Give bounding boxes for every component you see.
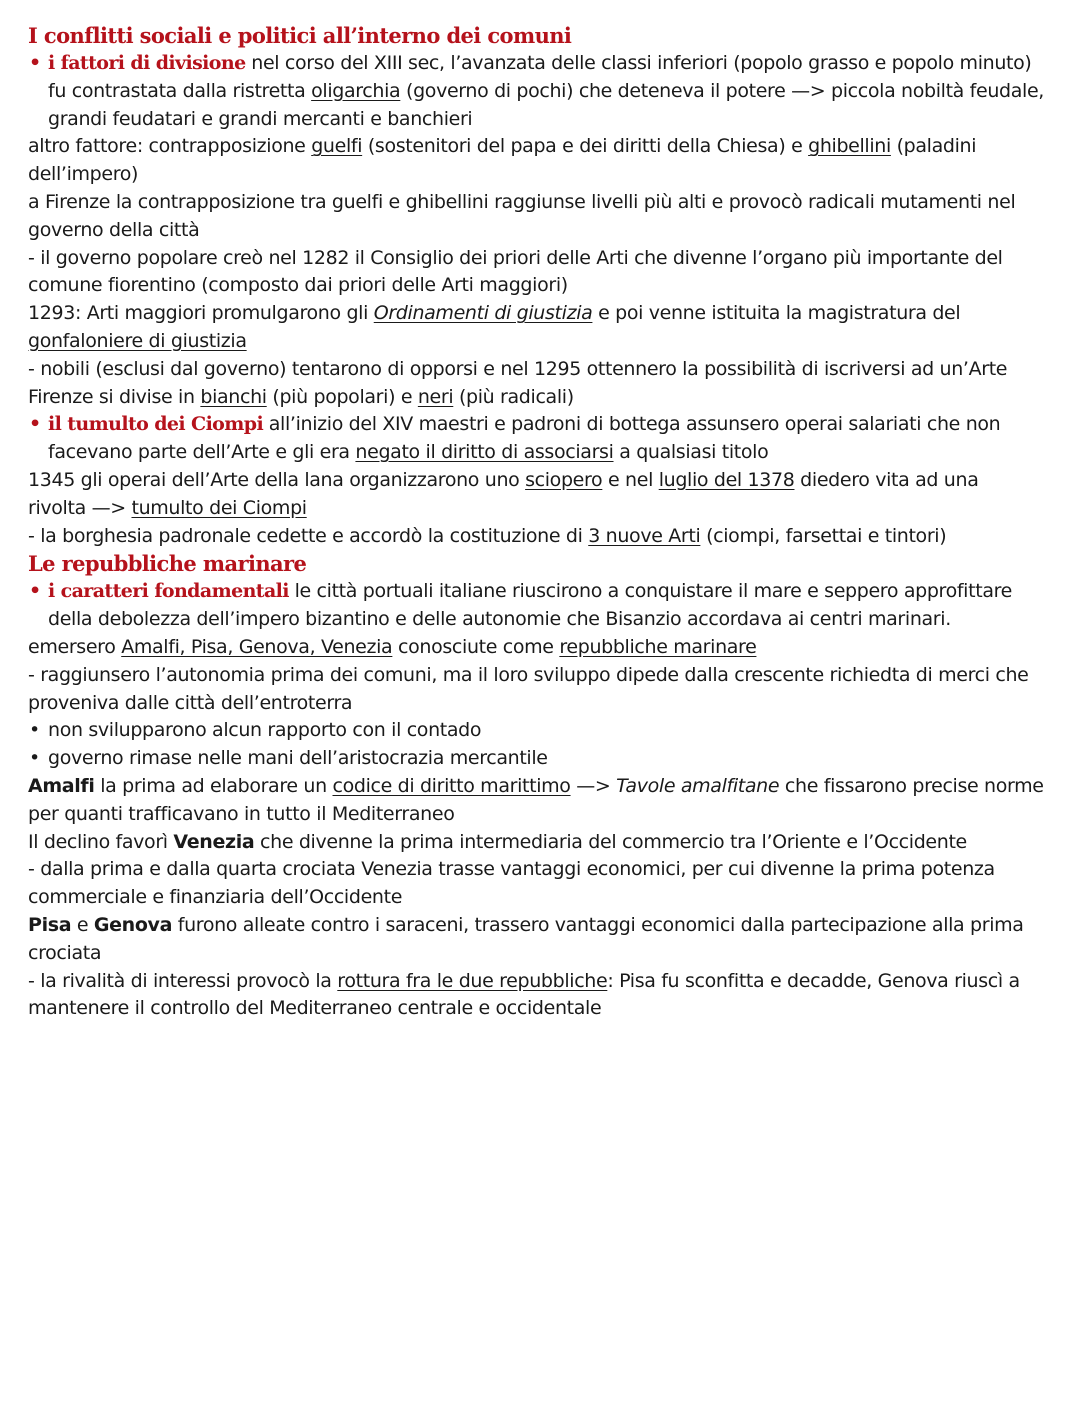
text: - la borghesia padronale cedette e accordò la costituzione di	[28, 524, 589, 547]
text: diedero vita ad una	[794, 468, 979, 491]
text: 1293: Arti maggiori promulgarono gli	[28, 302, 374, 325]
text: (più radicali)	[453, 385, 574, 408]
text-line	[28, 912, 1058, 940]
text-line	[28, 300, 1058, 328]
bullet-tumulto-dei-ciompi	[28, 411, 1058, 439]
text: la prima ad elaborare un	[94, 774, 333, 797]
underlined-term: Ordinamenti di giustizia	[373, 302, 593, 325]
bullet-dot: •	[29, 580, 41, 603]
underlined-term: Amalfi, Pisa, Genova, Venezia	[121, 635, 393, 658]
text-line	[28, 328, 1058, 356]
text: all’inizio del XIV maestri e padroni di bottega assunsero operai salariati che non	[263, 413, 1001, 436]
text: rivolta —>	[28, 496, 132, 519]
text-line	[28, 829, 1058, 857]
bullet-dot: •	[29, 719, 40, 742]
text-line: crociata	[28, 941, 102, 964]
text: 1345 gli operai dell’Arte della lana organizzarono uno	[28, 468, 526, 491]
text-line	[28, 78, 1058, 106]
bullet-caratteri-fondamentali	[28, 578, 1058, 606]
section-title-conflitti: I conflitti sociali e politici all’interno dei comuni	[28, 23, 572, 48]
underlined-term: 3 nuove Arti	[588, 524, 701, 547]
underlined-term: neri	[417, 385, 454, 408]
text-line	[28, 133, 1058, 161]
text-line: a Firenze la contrapposizione tra guelfi e ghibellini raggiunse livelli più alti e provocò radicali mutamenti nel	[28, 190, 1016, 213]
underlined-term: guelfi	[311, 135, 363, 158]
text: (governo di pochi) che deteneva il potere —> piccola nobiltà feudale,	[400, 79, 1045, 102]
text-line: - il governo popolare creò nel 1282 il Consiglio dei priori delle Arti che divenne l’organo più importante del	[28, 246, 1003, 269]
underlined-term: negato il diritto di associarsi	[355, 441, 614, 464]
underlined-term: gonfaloniere di giustizia	[28, 329, 247, 352]
text: non svilupparono alcun rapporto con il contado	[48, 719, 482, 742]
text-line: per quanti trafficavano in tutto il Mediterraneo	[28, 802, 455, 825]
text-line	[28, 634, 1058, 662]
text-line	[28, 467, 1058, 495]
text: altro fattore: contrapposizione	[28, 135, 312, 158]
underlined-term: luglio del 1378	[658, 468, 795, 491]
text-line: - raggiunsero l’autonomia prima dei comuni, ma il loro sviluppo dipede dalla crescente richiedta di merci che	[28, 663, 1029, 686]
notes-page	[28, 22, 1058, 1023]
bullet-dot: •	[29, 747, 40, 770]
list-item	[28, 745, 1058, 773]
bullet-label: il tumulto dei Ciompi	[48, 413, 264, 436]
text: che divenne la prima intermediaria del commercio tra l’Oriente e l’Occidente	[254, 830, 967, 853]
list-item	[28, 717, 1058, 745]
text: governo rimase nelle mani dell’aristocrazia mercantile	[48, 747, 548, 770]
text: facevano parte dell’Arte e gli era	[48, 441, 356, 464]
text-line: governo della città	[28, 218, 200, 241]
text: che fissarono precise norme	[779, 774, 1044, 797]
text: - la rivalità di interessi provocò la	[28, 969, 338, 992]
text-line	[28, 384, 1058, 412]
bullet-label: i caratteri fondamentali	[48, 580, 289, 603]
section-title-repubbliche-marinare: Le repubbliche marinare	[28, 551, 307, 577]
text: (sostenitori del papa e dei diritti della Chiesa) e	[362, 135, 809, 158]
text: (più popolari) e	[266, 385, 418, 408]
text: le città portuali italiane riuscirono a conquistare il mare e seppero approfittare	[288, 580, 1012, 603]
text: : Pisa fu sconfitta e decadde, Genova riuscì a	[607, 969, 1020, 992]
text: (paladini	[890, 135, 977, 158]
text-line: mantenere il controllo del Mediterraneo centrale e occidentale	[28, 997, 602, 1020]
underlined-term: tumulto dei Ciompi	[131, 496, 307, 519]
text: Il declino favorì	[28, 830, 174, 853]
text: —>	[570, 774, 617, 797]
text: a qualsiasi titolo	[613, 441, 769, 464]
text: conosciute come	[392, 635, 560, 658]
text-line	[28, 773, 1058, 801]
text: nel corso del XIII sec, l’avanzata delle classi inferiori (popolo grasso e popolo minuto)	[245, 52, 1032, 74]
bullet-label: i fattori di divisione	[48, 52, 246, 74]
text-line: della debolezza dell’impero bizantino e delle autonomie che Bisanzio accordava ai centri marinari.	[48, 608, 951, 631]
text-line: - nobili (esclusi dal governo) tentarono di opporsi e nel 1295 ottennero la possibilità di iscriversi ad un’Arte	[28, 357, 1008, 380]
text-line: proveniva dalle città dell’entroterra	[28, 691, 353, 714]
bold-term: Venezia	[173, 830, 255, 853]
bold-term: Amalfi	[28, 774, 95, 797]
underlined-term: rottura fra le due repubbliche	[337, 969, 608, 992]
text: (ciompi, farsettai e tintori)	[700, 524, 947, 547]
text-line	[28, 523, 1058, 551]
underlined-term: codice di diritto marittimo	[332, 774, 571, 797]
underlined-term: ghibellini	[808, 135, 891, 158]
bullet-fattori-di-divisione	[28, 50, 1058, 78]
text-line	[28, 495, 1058, 523]
underlined-term: oligarchia	[311, 79, 401, 102]
text-line: comune fiorentino (composto dai priori delle Arti maggiori)	[28, 274, 568, 297]
underlined-term: repubbliche marinare	[559, 635, 757, 658]
text: furono alleate contro i saraceni, trassero vantaggi economici dalla partecipazione alla prima	[172, 913, 1024, 936]
italic-term: Tavole amalfitane	[616, 774, 780, 797]
text: fu contrastata dalla ristretta	[48, 79, 312, 102]
text: Firenze si divise in	[28, 385, 201, 408]
text-line: commerciale e finanziaria dell’Occidente	[28, 886, 403, 909]
text-line: - dalla prima e dalla quarta crociata Venezia trasse vantaggi economici, per cui divenne la prima potenza	[28, 858, 995, 881]
text: e nel	[602, 468, 659, 491]
text: e poi venne istituita la magistratura del	[592, 302, 961, 325]
bullet-dot: •	[29, 52, 41, 74]
text-line	[28, 968, 1058, 996]
bullet-dot: •	[29, 413, 41, 436]
text: e	[71, 913, 94, 936]
bold-term: Pisa	[28, 913, 72, 936]
underlined-term: sciopero	[525, 468, 603, 491]
underlined-term: bianchi	[200, 385, 267, 408]
bold-term: Genova	[93, 913, 173, 936]
text-line	[28, 439, 1058, 467]
text-line: grandi feudatari e grandi mercanti e banchieri	[48, 107, 473, 130]
text-line: dell’impero)	[28, 163, 139, 186]
text: emersero	[28, 635, 122, 658]
